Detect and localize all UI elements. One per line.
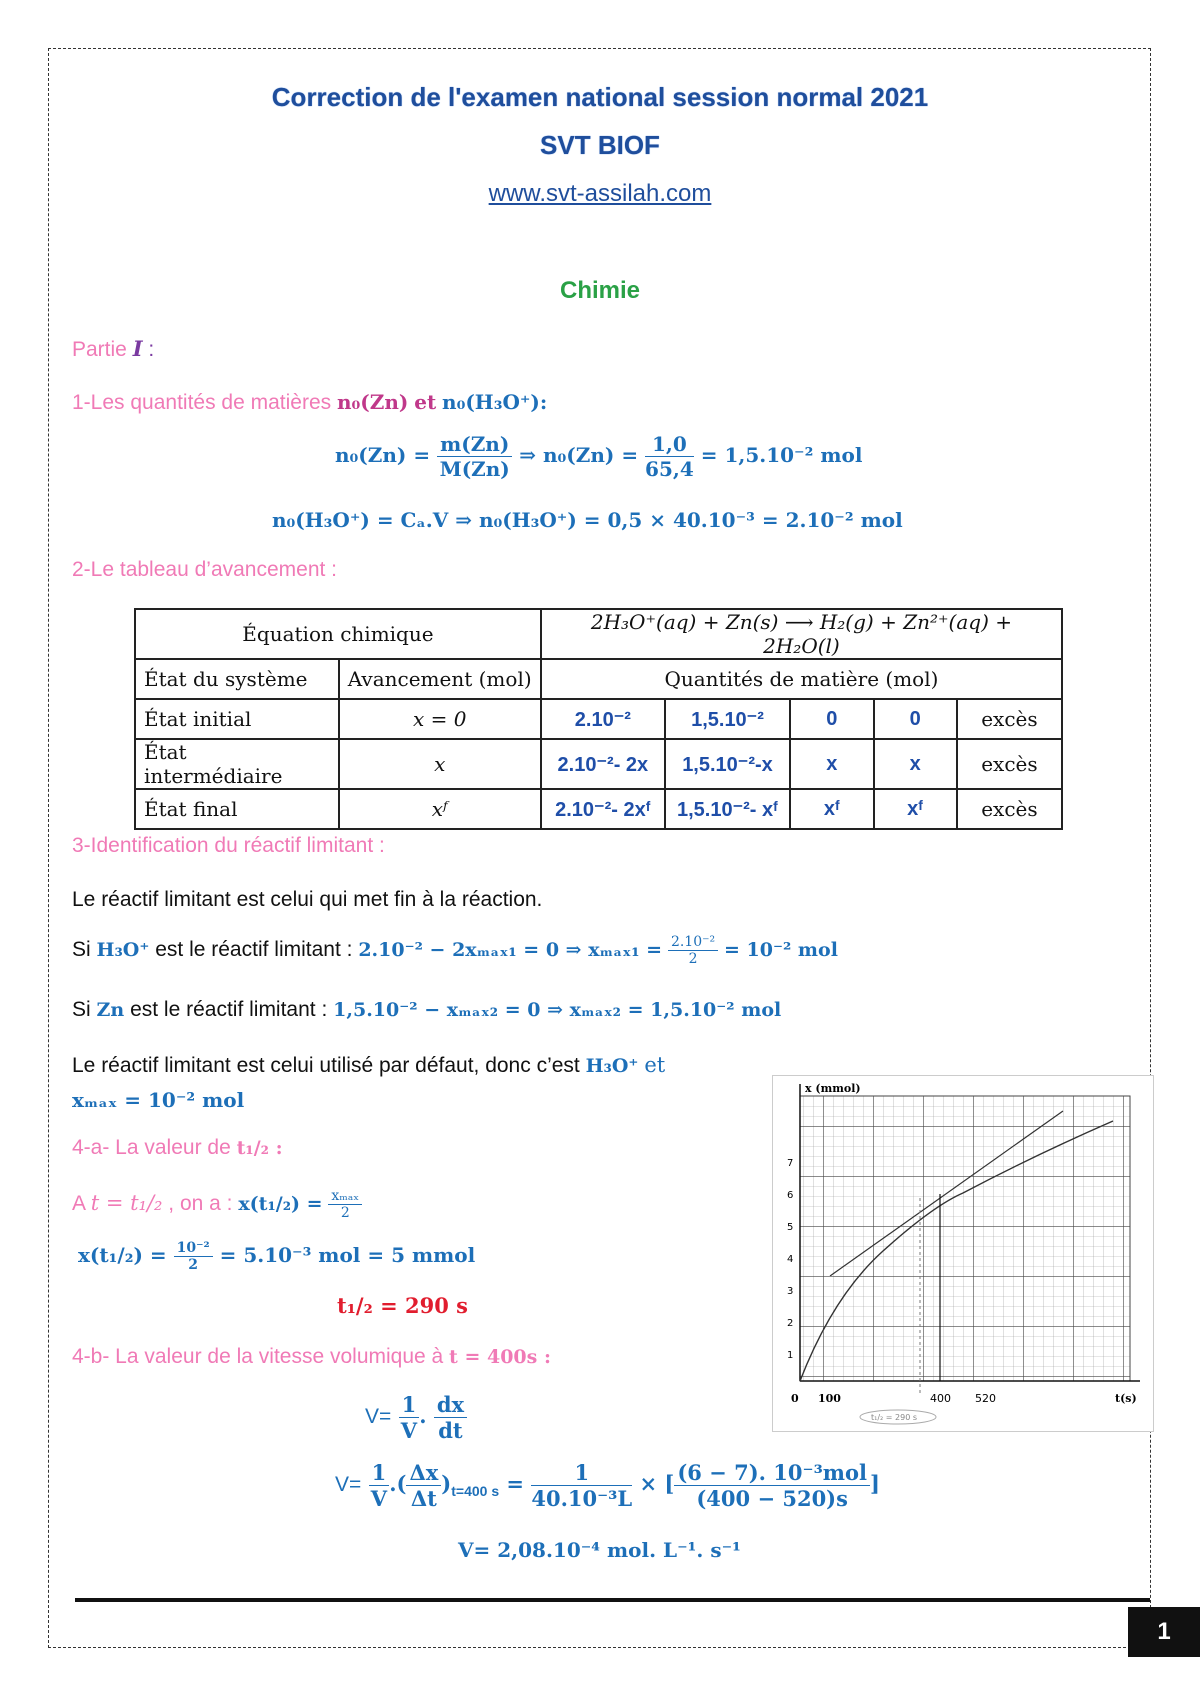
table-cell: 1,5.10⁻²-x	[665, 739, 790, 789]
y-tick: 2	[787, 1318, 794, 1329]
table-cell: 2.10⁻²- 2xᶠ	[541, 789, 665, 829]
y-tick: 5	[787, 1222, 794, 1233]
graph-svg	[773, 1076, 1153, 1431]
table-cell: x	[339, 739, 541, 789]
x-tick: 100	[818, 1392, 841, 1405]
x-tick: 400	[930, 1392, 951, 1405]
velocity-result: V= 2,08.10⁻⁴ mol. L⁻¹. s⁻¹	[458, 1538, 741, 1562]
table-cell: 2.10⁻²	[541, 699, 665, 739]
q1-equation-1: n₀(Zn) = $\frac{m(Zn)}{M(Zn)}$ ⇒ n₀(Zn) = $\frac{1,0}{65,4}$ = 1,5.10⁻² mol	[335, 432, 863, 481]
x-tick: 520	[975, 1392, 996, 1405]
table-cell: xᶠ	[874, 789, 957, 829]
table-cell: x	[874, 739, 957, 789]
table-row	[135, 739, 1062, 789]
q4b-heading: 4-b- La valeur de la vitesse volumique à t = 400s :	[72, 1345, 551, 1368]
table-cell: x	[790, 739, 873, 789]
table-cell: 1,5.10⁻²- xᶠ	[665, 789, 790, 829]
section-title: Chimie	[559, 277, 640, 304]
y-tick: 4	[787, 1254, 794, 1265]
table-cell: 0	[874, 699, 957, 739]
table-cell: xᶠ	[339, 789, 541, 829]
table-header-quantities: Quantités de matière (mol)	[541, 659, 1062, 699]
t-half-annotation: t₁/₂ = 290 s	[871, 1413, 918, 1422]
website-link[interactable]: www.svt-assilah.com	[488, 180, 712, 207]
x-tick: 0	[791, 1392, 799, 1405]
y-tick: 3	[787, 1286, 794, 1297]
q3-xmax: xₘₐₓ = 10⁻² mol	[72, 1088, 245, 1112]
table-header-advancement: Avancement (mol)	[339, 659, 541, 699]
table-header-state: État du système	[135, 659, 339, 699]
q3-heading: 3-Identification du réactif limitant :	[72, 834, 385, 857]
table-equation-label: Équation chimique	[135, 609, 541, 659]
q3-paragraph-4: Le réactif limitant est celui utilisé par défaut, donc c’est H₃O⁺ et	[72, 1053, 666, 1077]
y-tick: 7	[787, 1158, 794, 1169]
footer-rule	[75, 1598, 1150, 1602]
graph-grid	[800, 1096, 1130, 1381]
table-cell: État initial	[135, 699, 339, 739]
table-cell: État final	[135, 789, 339, 829]
y-axis-label: x (mmol)	[805, 1082, 861, 1095]
q2-heading: 2-Le tableau d’avancement :	[72, 558, 338, 581]
table-cell: excès	[957, 789, 1062, 829]
t-half-result: t₁/₂ = 290 s	[337, 1293, 468, 1318]
y-tick: 1	[787, 1350, 794, 1361]
q4a-line-1: A t = t₁/₂ , on a : x(t₁/₂) = $\frac{\text{xₘₐₓ}}{2}$	[72, 1188, 362, 1221]
table-equation: 2H₃O⁺(aq) + Zn(s) ⟶ H₂(g) + Zn²⁺(aq) + 2H₂O(l)	[541, 609, 1062, 659]
q3-paragraph-2: Si H₃O⁺ est le réactif limitant : 2.10⁻² − 2xₘₐₓ₁ = 0 ⇒ xₘₐₓ₁ = $\frac{\text{2.10⁻²}}{2}$ = 10⁻² mol	[72, 934, 838, 967]
q1-heading: 1-Les quantités de matières n₀(Zn) et n₀(H₃O⁺):	[72, 390, 548, 414]
x-axis-label: t(s)	[1115, 1392, 1137, 1405]
table-row	[135, 789, 1062, 829]
partie-heading: Partie I :	[72, 336, 155, 361]
advancement-table	[134, 608, 1063, 830]
velocity-calculation: V= $\frac{1}{V}$ .( $\frac{\Delta x}{\Delta t}$ )$_{t=400 s}$ = $\frac{1}{\text{40.10⁻³L}}$ × [ $\frac{\text{(6 − 7). 10⁻³mol}}{(400 - 520)s}$ ]	[335, 1460, 880, 1511]
q1-equation-2: n₀(H₃O⁺) = Cₐ.V ⇒ n₀(H₃O⁺) = 0,5 × 40.10⁻³ = 2.10⁻² mol	[272, 508, 903, 532]
velocity-formula: V= $\frac{1}{V}$ . $\frac{dx}{dt}$	[365, 1392, 467, 1443]
q3-paragraph-1: Le réactif limitant est celui qui met fin à la réaction.	[72, 888, 543, 911]
table-cell: xᶠ	[790, 789, 873, 829]
page-number: 1	[1128, 1607, 1200, 1657]
table-cell: 1,5.10⁻²	[665, 699, 790, 739]
table-cell: 0	[790, 699, 873, 739]
table-cell: État intermédiaire	[135, 739, 339, 789]
table-cell: x = 0	[339, 699, 541, 739]
x-vs-t-graph	[772, 1075, 1154, 1432]
q4a-line-2: x(t₁/₂) = $\frac{\text{10⁻²}}{2}$ = 5.10⁻³ mol = 5 mmol	[78, 1240, 476, 1273]
table-row	[135, 699, 1062, 739]
q4a-heading: 4-a- La valeur de t₁/₂ :	[72, 1136, 283, 1159]
table-cell: 2.10⁻²- 2x	[541, 739, 665, 789]
table-cell: excès	[957, 739, 1062, 789]
q3-paragraph-3: Si Zn est le réactif limitant : 1,5.10⁻² − xₘₐₓ₂ = 0 ⇒ xₘₐₓ₂ = 1,5.10⁻² mol	[72, 998, 782, 1021]
table-cell: excès	[957, 699, 1062, 739]
page-subtitle: SVT BIOF	[540, 130, 660, 160]
page-title: Correction de l'examen national session normal 2021	[271, 82, 929, 112]
y-tick: 6	[787, 1190, 794, 1201]
